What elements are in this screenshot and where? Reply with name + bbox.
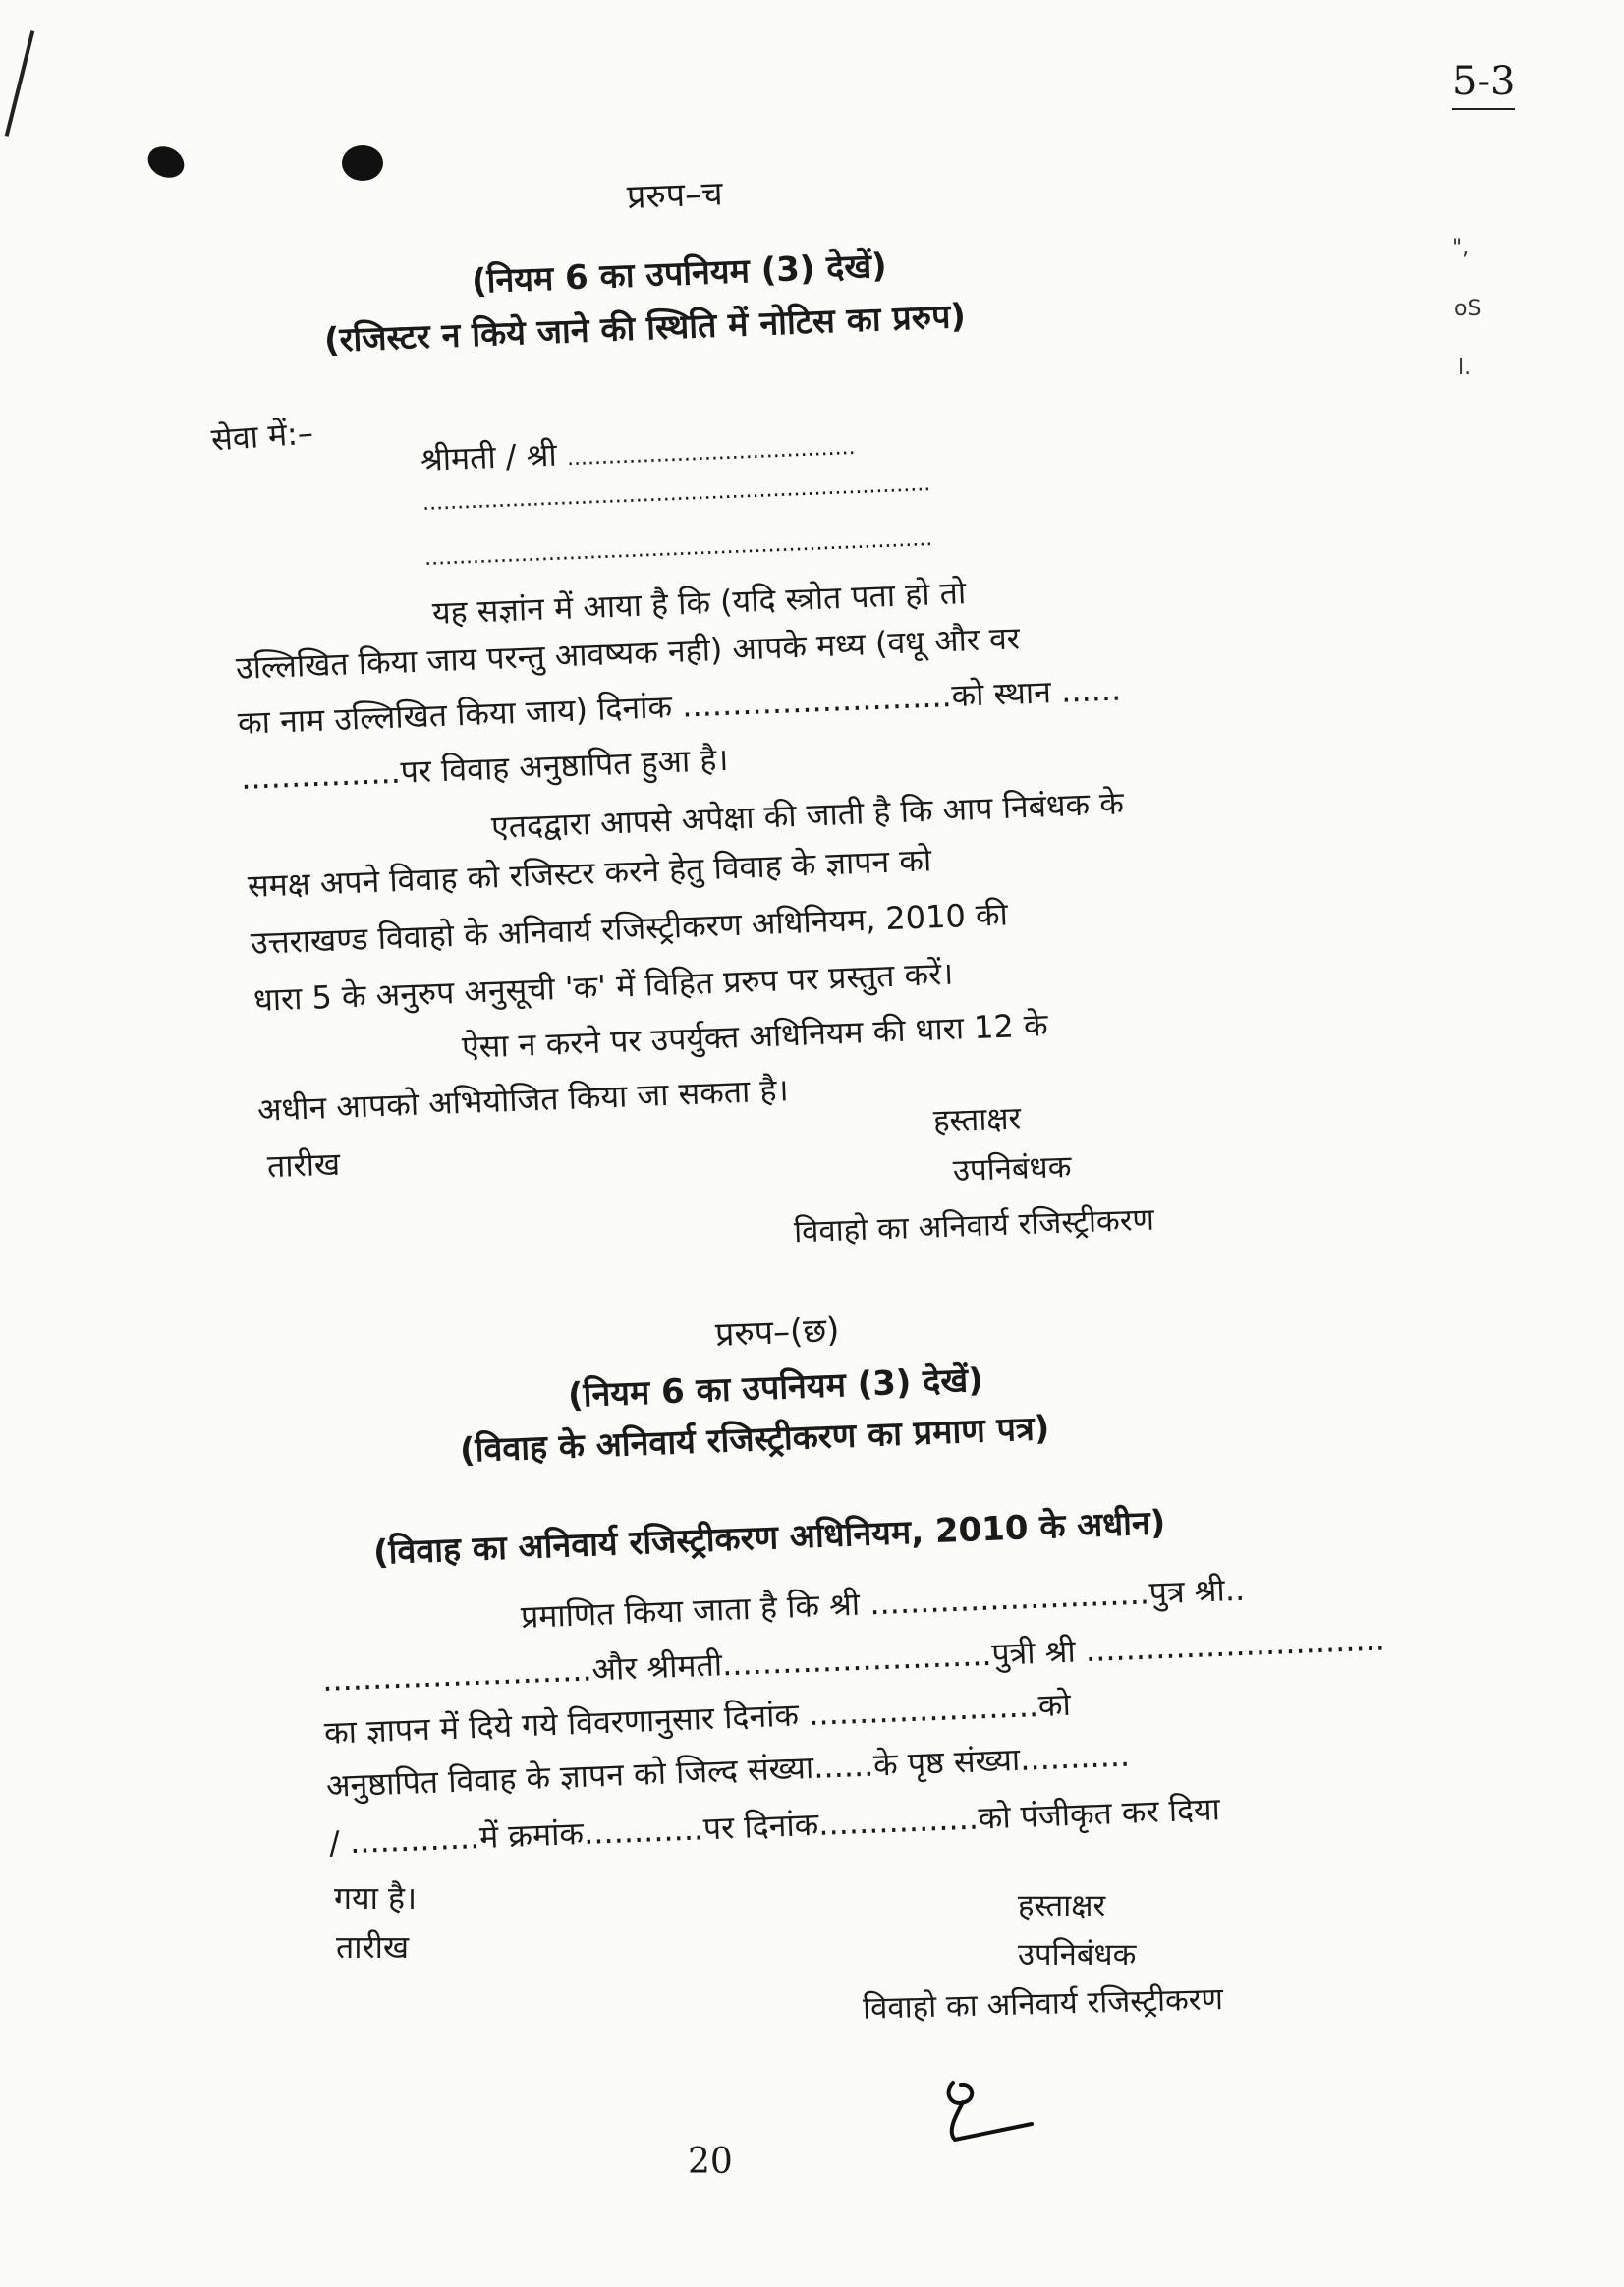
address-line-3: .......................................................................... [423, 527, 933, 571]
body-line-6: समक्ष अपने विवाह को रजिस्टर करने हेतु विवाह के ज्ञापन को [247, 841, 932, 905]
ink-blot-left [142, 140, 189, 183]
edge-mark-1: ", [1452, 236, 1470, 260]
chh-body-line-1: प्रमाणित किया जाता है कि श्री ............................पुत्र श्री.. [520, 1570, 1246, 1636]
form-ch-date-label: तारीख [266, 1144, 341, 1186]
form-ch-subtitle-desc: (रजिस्टर न किये जाने की स्थिति में नोटिस का प्ररुप) [323, 296, 967, 361]
body-line-8: धारा 5 के अनुरुप अनुसूची 'क' में विहित प्ररुप पर प्रस्तुत करें। [252, 954, 954, 1019]
chh-body-line-2: ...........................और श्रीमती...........................पुत्री श्री .............................. [321, 1620, 1386, 1699]
form-chh-title: प्ररुप–(छ) [714, 1311, 841, 1355]
scan-mark-top-left [5, 30, 34, 137]
page-number: 20 [688, 2142, 733, 2182]
body-line-9: ऐसा न करने पर उपर्युक्त अधिनियम की धारा 12 के [461, 1006, 1049, 1066]
form-chh-subtitle-rule: (नियम 6 का उपनियम (3) देखें) [567, 1360, 984, 1416]
form-ch-sig-line2: उपनिबंधक [952, 1148, 1073, 1190]
body-line-4: ................पर विवाह अनुष्ठापित हुआ है। [240, 740, 730, 797]
handwritten-initials [933, 2063, 1041, 2151]
ink-blot-right [342, 145, 383, 181]
body-line-3: का नाम उल्लिखित किया जाय) दिनांक ...........................को स्थान ...... [237, 670, 1122, 742]
page-ref-corner: 5-3 [1452, 59, 1515, 110]
addressee-label: श्रीमती / श्री [420, 435, 558, 478]
form-chh-sig-line3: विवाहो का अनिवार्य रजिस्ट्रीकरण [862, 1981, 1224, 2027]
addressee-dots: .......................................... [566, 435, 856, 472]
form-ch-title: प्ररुप–च [626, 174, 724, 217]
chh-body-line-5: / .............में क्रमांक............पर दिनांक................को पंजीकृत कर दिया [328, 1790, 1221, 1862]
addressee-line [420, 421, 856, 480]
body-line-2: उल्लिखित किया जाय परन्तु आवष्यक नही) आपके मध्य (वधू और वर [235, 619, 1021, 687]
edge-mark-3: l. [1458, 356, 1472, 380]
body-line-5: एतदद्वारा आपसे अपेक्षा की जाती है कि आप निबंधक के [490, 784, 1125, 846]
address-line-2: .......................................................................... [421, 472, 931, 516]
body-line-10: अधीन आपको अभियोजित किया जा सकता है। [256, 1071, 790, 1129]
form-ch-sig-line1: हस्ताक्षर [932, 1100, 1022, 1140]
chh-body-line-6: गया है। [334, 1879, 418, 1917]
form-chh-act-line: (विवाह का अनिवार्य रजिस्ट्रीकरण अधिनियम, 2010 के अधीन) [372, 1503, 1167, 1573]
form-chh-date-label: तारीख [336, 1928, 410, 1966]
form-ch-sig-line3: विवाहो का अनिवार्य रजिस्ट्रीकरण [793, 1201, 1155, 1251]
to-label: सेवा में:– [209, 414, 315, 459]
body-line-7: उत्तराखण्ड विवाहो के अनिवार्य रजिस्ट्रीकरण अधिनियम, 2010 की [250, 895, 1009, 962]
chh-body-line-4: अनुष्ठापित विवाह के ज्ञापन को जिल्द संख्या......के पृष्ठ संख्या........... [325, 1736, 1131, 1805]
edge-mark-2: oS [1454, 297, 1482, 321]
form-chh-subtitle-desc: (विवाह के अनिवार्य रजिस्ट्रीकरण का प्रमाण पत्र) [459, 1408, 1050, 1471]
chh-body-line-3: का ज्ञापन में दिये गये विवरणानुसार दिनांक .......................को [323, 1685, 1072, 1752]
body-line-1: यह सज्ञांन में आया है कि (यदि स्त्रोत पता हो तो [431, 574, 967, 632]
form-ch-subtitle-rule: (नियम 6 का उपनियम (3) देखें) [471, 246, 888, 302]
form-chh-sig-line1: हस्ताक्षर [1018, 1888, 1106, 1924]
form-chh-sig-line2: उपनिबंधक [1018, 1937, 1137, 1973]
